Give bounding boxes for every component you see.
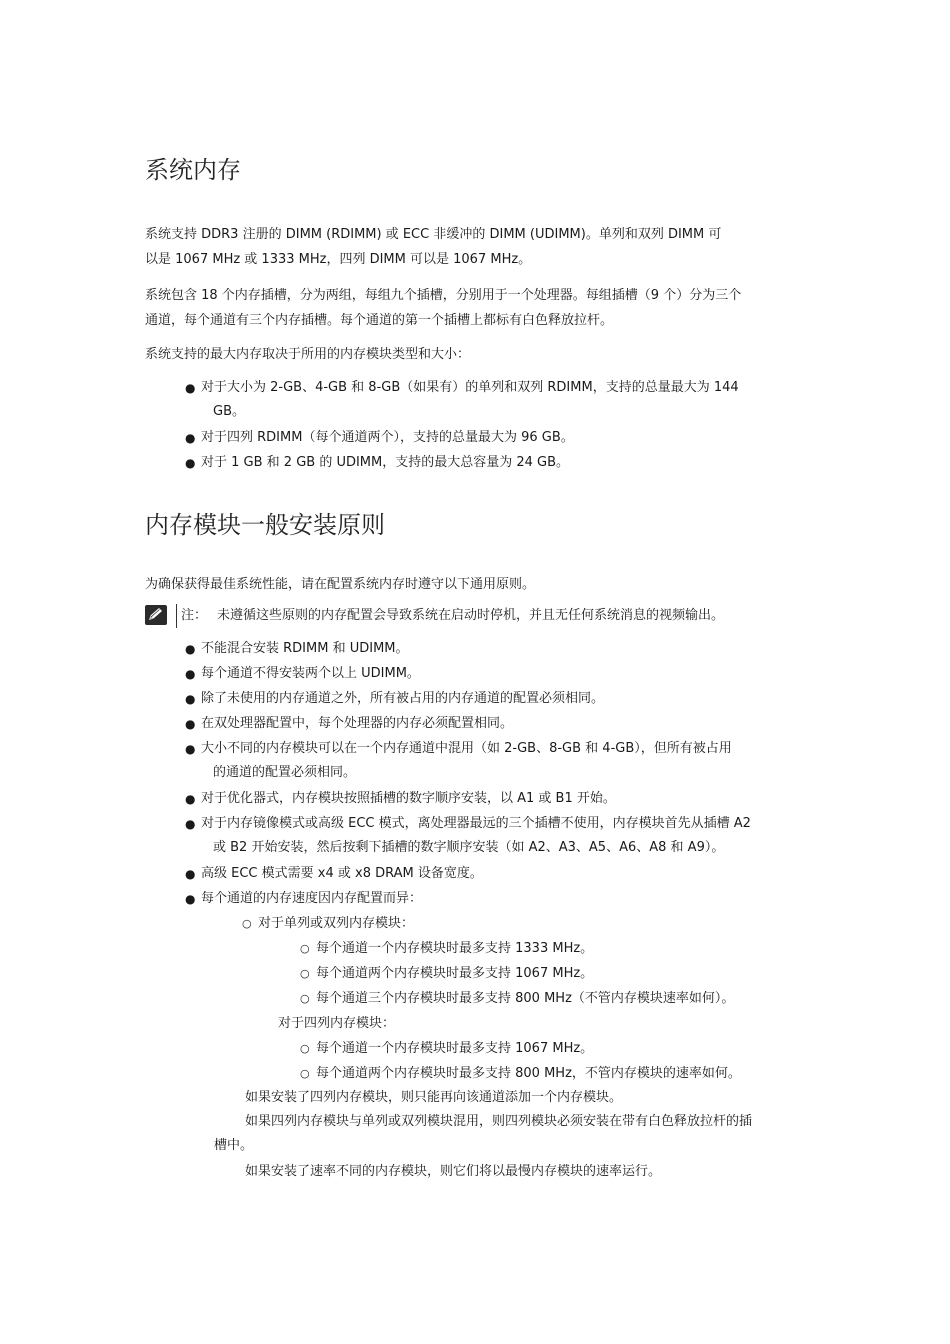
list-item	[185, 812, 807, 860]
note-divider	[176, 604, 177, 628]
circle-bullet-icon: ○	[300, 992, 310, 1005]
list-item-text: 每个通道的内存速度因内存配置而异：	[201, 891, 423, 906]
list-item-text: 高级 ECC 模式需要 x4 或 x8 DRAM 设备宽度。	[201, 866, 483, 881]
note-block	[145, 604, 807, 628]
bullet-icon: ●	[185, 667, 196, 681]
sublist-item-text: 每个通道一个内存模块时最多支持 1067 MHz。	[316, 1041, 594, 1056]
note-label: 注：	[181, 608, 208, 623]
bullet-icon: ●	[185, 717, 196, 731]
list-item	[185, 637, 807, 661]
list-item-text: 不能混合安装 RDIMM 和 UDIMM。	[201, 641, 409, 656]
bullet-icon: ●	[185, 431, 196, 445]
note-text: 未遵循这些原则的内存配置会导致系统在启动时停机，并且无任何系统消息的视频输出。	[217, 608, 725, 623]
list-item-text	[201, 737, 807, 785]
paragraph-max-memory: 系统支持的最大内存取决于所用的内存模块类型和大小：	[145, 347, 471, 362]
list-item	[185, 737, 807, 785]
list-item-line: 大小不同的内存模块可以在一个内存通道中混用（如 2-GB、8-GB 和 4-GB），但所有被占用	[201, 741, 732, 756]
list-item	[185, 887, 807, 911]
sublist-item	[300, 1037, 593, 1061]
circle-bullet-icon: ○	[300, 1042, 310, 1055]
list-item-text: 对于四列 RDIMM（每个通道两个），支持的总量最大为 96 GB。	[201, 430, 574, 445]
section-title-system-memory: 系统内存	[145, 156, 241, 184]
note-pencil-icon	[145, 605, 167, 625]
list-item	[185, 376, 807, 424]
paragraph-line: 如果四列内存模块与单列或双列模块混用，则四列模块必须安装在带有白色释放拉杆的插	[245, 1114, 753, 1129]
paragraph-line: 以是 1067 MHz 或 1333 MHz，四列 DIMM 可以是 1067 MHz。	[145, 252, 532, 267]
sublist-item-text: 每个通道一个内存模块时最多支持 1333 MHz。	[316, 941, 594, 956]
list-item-text: 对于优化器式，内存模块按照插槽的数字顺序安装，以 A1 或 B1 开始。	[201, 791, 616, 806]
bullet-icon: ●	[185, 892, 196, 906]
trailing-paragraph	[214, 1110, 808, 1158]
circle-bullet-icon: ○	[242, 917, 252, 930]
bullet-icon: ●	[185, 792, 196, 806]
list-item-text: 在双处理器配置中，每个处理器的内存必须配置相同。	[201, 716, 514, 731]
bullet-icon: ●	[185, 642, 196, 656]
list-item-line: 的通道的配置必须相同。	[213, 765, 357, 780]
sublist-item-text: 对于单列或双列内存模块：	[258, 916, 415, 931]
circle-bullet-icon: ○	[300, 1067, 310, 1080]
list-item-text: 对于 1 GB 和 2 GB 的 UDIMM，支持的最大总容量为 24 GB。	[201, 455, 570, 470]
sublist-item	[300, 962, 593, 986]
sublist-item	[300, 937, 593, 961]
list-item	[185, 662, 807, 686]
trailing-paragraph: 如果安装了速率不同的内存模块，则它们将以最慢内存模块的速率运行。	[245, 1164, 662, 1179]
paragraph-line: 槽中。	[214, 1138, 254, 1153]
list-item	[185, 451, 807, 475]
sublist-item-text: 每个通道两个内存模块时最多支持 800 MHz，不管内存模块的速率如何。	[316, 1066, 741, 1081]
bullet-icon: ●	[185, 742, 196, 756]
list-item-text	[201, 812, 807, 860]
list-item	[185, 687, 807, 711]
paragraph-slot-layout	[145, 283, 807, 333]
sublist-item-text: 每个通道两个内存模块时最多支持 1067 MHz。	[316, 966, 594, 981]
list-item-line: 或 B2 开始安装，然后按剩下插槽的数字顺序安装（如 A2、A3、A5、A6、A8 和 A9）。	[213, 840, 725, 855]
bullet-icon: ●	[185, 867, 196, 881]
list-item-text: 除了未使用的内存通道之外，所有被占用的内存通道的配置必须相同。	[201, 691, 605, 706]
list-item	[185, 787, 807, 811]
list-item	[185, 712, 807, 736]
list-item-line: GB。	[213, 404, 245, 419]
paragraph-ddr3-support	[145, 222, 807, 272]
sublist-item	[300, 1062, 741, 1086]
quad-rank-label: 对于四列内存模块：	[278, 1016, 396, 1031]
list-item-text: 每个通道不得安装两个以上 UDIMM。	[201, 666, 420, 681]
circle-bullet-icon: ○	[300, 967, 310, 980]
circle-bullet-icon: ○	[300, 942, 310, 955]
sublist-item-single-dual	[242, 912, 414, 936]
paragraph-guidelines-intro: 为确保获得最佳系统性能，请在配置系统内存时遵守以下通用原则。	[145, 577, 536, 592]
list-item-line: 对于大小为 2-GB、4-GB 和 8-GB（如果有）的单列和双列 RDIMM，支持的总量最大为 144	[201, 380, 739, 395]
paragraph-line: 通道，每个通道有三个内存插槽。每个通道的第一个插槽上都标有白色释放拉杆。	[145, 313, 614, 328]
paragraph-line: 系统包含 18 个内存插槽，分为两组，每组九个插槽，分别用于一个处理器。每组插槽（9 个）分为三个	[145, 288, 742, 303]
section-title-install-guidelines: 内存模块一般安装原则	[145, 511, 385, 539]
list-item	[185, 862, 807, 886]
trailing-paragraph: 如果安装了四列内存模块，则只能再向该通道添加一个内存模块。	[245, 1090, 623, 1105]
list-item	[185, 426, 807, 450]
paragraph-line: 系统支持 DDR3 注册的 DIMM (RDIMM) 或 ECC 非缓冲的 DIMM (UDIMM)。单列和双列 DIMM 可	[145, 227, 722, 242]
sublist-item	[300, 987, 734, 1011]
sublist-item-text: 每个通道三个内存模块时最多支持 800 MHz（不管内存模块速率如何）。	[316, 991, 735, 1006]
bullet-icon: ●	[185, 817, 196, 831]
bullet-icon: ●	[185, 456, 196, 470]
bullet-icon: ●	[185, 692, 196, 706]
bullet-icon: ●	[185, 381, 196, 395]
list-item-text	[201, 376, 807, 424]
list-item-line: 对于内存镜像模式或高级 ECC 模式，离处理器最远的三个插槽不使用，内存模块首先从插槽 A2	[201, 816, 751, 831]
